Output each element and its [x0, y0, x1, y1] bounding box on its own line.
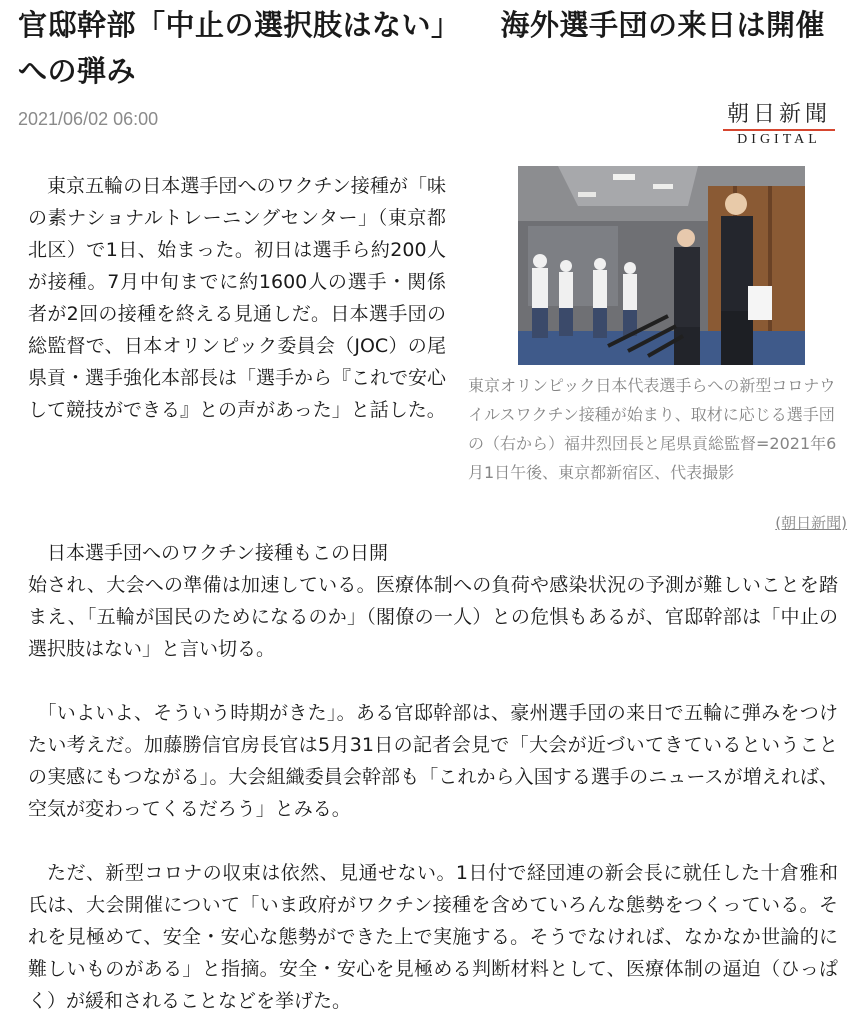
- article-headline: [18, 2, 848, 94]
- photo-caption: 東京オリンピック日本代表選手らへの新型コロナウイルスワクチン接種が始まり、取材に応じる選手団の（右から）福井烈団長と尾県貢総監督=2021年6月1日午後、東京都新宿区、代表撮影: [468, 376, 837, 482]
- publish-date: 2021/06/02 06:00: [18, 109, 159, 129]
- paragraph-3-text: 「いよいよ、そういう時期がきた」。ある官邸幹部は、豪州選手団の来日で五輪に弾みをつけたい考えだ。加藤勝信官房長官は5月31日の記者会見で「大会が近づいてきているということの実感にもつながる」。大会組織委員会幹部も「これから入国する選手のニュースが増えれば、空気が変わってくるだろう」とみる。: [28, 702, 838, 820]
- paragraph-1-text: 東京五輪の日本選手団へのワクチン接種が「味の素ナショナルトレーニングセンター」（東京都北区）で1日、始まった。初日は選手ら約200人が接種。7月中旬までに約1600人の選手・関係者が2回の接種を終える見通しだ。日本選手団の総監督で、日本オリンピック委員会（JOC）の尾県貢・選手強化本部長は「選手から『これで安心して競技ができる』との声があった」と話した。: [28, 175, 447, 421]
- press-photo-image: [518, 166, 805, 365]
- article-paragraph-2-start: [28, 537, 446, 569]
- article-paragraph-1: [28, 170, 446, 426]
- paragraph-2-start-text: 日本選手団へのワクチン接種もこの日開: [47, 542, 389, 564]
- logo-divider: [723, 129, 835, 131]
- photo-credit-link[interactable]: (朝日新聞): [775, 514, 847, 532]
- article-paragraph-4: [28, 857, 838, 1017]
- paragraph-4-text: ただ、新型コロナの収束は依然、見通せない。1日付で経団連の新会長に就任した十倉雅和氏は、大会開催について「いま政府がワクチン接種を含めていろんな態勢をつくっている。それを見極めて、安全・安心な態勢ができた上で実施する。そうでなければ、なかなか世論的に難しいものがある」と指摘。安全・安心を見極める判断材料として、医療体制の逼迫（ひっぱく）が緩和されることなどを挙げた。: [28, 862, 838, 1012]
- asahi-digital-logo[interactable]: [715, 102, 843, 148]
- article-paragraph-2-rest: [28, 569, 838, 665]
- headline-main: 官邸幹部「中止の選択肢はない」: [18, 8, 461, 42]
- article-paragraph-3: [28, 697, 838, 825]
- logo-text: 朝日新聞: [726, 102, 831, 127]
- article-photo[interactable]: [518, 166, 805, 365]
- paragraph-2-rest-text: 始され、大会への準備は加速している。医療体制への負荷や感染状況の予測が難しいことを踏まえ、「五輪が国民のためになるのか」（閣僚の一人）との危惧もあるが、官邸幹部は「中止の選択肢はない」と言い切る。: [28, 574, 838, 660]
- logo-sub: DIGITAL: [737, 132, 821, 147]
- headline-sub: 海外選手団の来日は開催への弾み: [18, 8, 826, 88]
